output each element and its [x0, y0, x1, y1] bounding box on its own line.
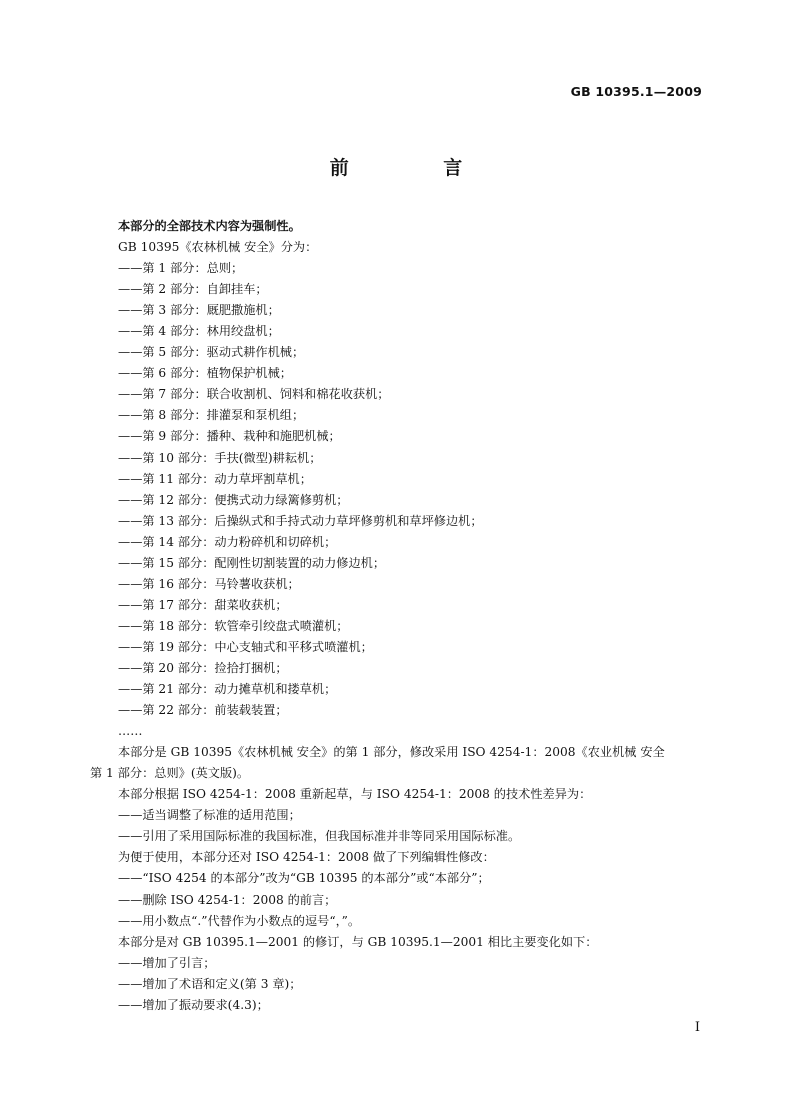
list-item: ——第 15 部分：配刚性切割装置的动力修边机；	[118, 555, 386, 570]
list-item: ——用小数点“.”代替作为小数点的逗号“，”。	[118, 913, 361, 928]
list-item: ——增加了引言；	[118, 955, 216, 970]
paragraph: 为便于使用，本部分还对 ISO 4254-1：2008 做了下列编辑性修改：	[118, 850, 495, 865]
list-item: ——“ISO 4254 的本部分”改为“GB 10395 的本部分”或“本部分”；	[118, 871, 490, 886]
page-title: 前 言	[329, 157, 507, 179]
list-item: ——第 9 部分：播种、栽种和施肥机械；	[118, 429, 341, 444]
list-item: ——第 4 部分：林用绞盘机；	[118, 324, 280, 339]
list-item: ——第 8 部分：排灌泵和泵机组；	[118, 408, 305, 423]
mandatory-statement: 本部分的全部技术内容为强制性。	[118, 219, 301, 233]
list-item: ——第 20 部分：捡拾打捆机；	[118, 660, 288, 675]
paragraph: GB 10395《农林机械 安全》分为：	[118, 240, 318, 255]
list-item: ——引用了采用国际标准的我国标准，但我国标准并非等同采用国际标准。	[118, 829, 521, 844]
list-item: ——第 21 部分：动力摊草机和搂草机；	[118, 682, 337, 697]
list-item: ——第 18 部分：软管牵引绞盘式喷灌机；	[118, 618, 349, 633]
list-item: ——第 6 部分：植物保护机械；	[118, 366, 292, 381]
paragraph: 本部分是对 GB 10395.1—2001 的修订，与 GB 10395.1—2001 相比主要变化如下：	[118, 934, 598, 949]
page-number: I	[694, 1020, 700, 1035]
list-item: ——第 22 部分：前装载装置；	[118, 703, 288, 718]
standard-number-header: GB 10395.1—2009	[570, 84, 702, 99]
list-item: ——第 16 部分：马铃薯收获机；	[118, 576, 300, 591]
list-item: ——第 19 部分：中心支轴式和平移式喷灌机；	[118, 639, 373, 654]
list-item: ——第 3 部分：厩肥撒施机；	[118, 303, 280, 318]
list-item: ——第 5 部分：驱动式耕作机械；	[118, 345, 305, 360]
paragraph: 本部分是 GB 10395《农林机械 安全》的第 1 部分，修改采用 ISO 4254-1：2008《农业机械 安全	[118, 745, 665, 760]
list-item: ——适当调整了标准的适用范围；	[118, 808, 301, 823]
paragraph: 本部分根据 ISO 4254-1：2008 重新起草，与 ISO 4254-1：2008 的技术性差异为：	[118, 787, 592, 802]
ellipsis: ……	[118, 724, 143, 739]
list-item: ——增加了术语和定义(第 3 章)；	[118, 976, 302, 991]
list-item: ——增加了振动要求(4.3)；	[118, 997, 269, 1012]
list-item: ——第 14 部分：动力粉碎机和切碎机；	[118, 534, 337, 549]
list-item: ——第 12 部分：便携式动力绿篱修剪机；	[118, 492, 349, 507]
foreword-body	[90, 216, 702, 1016]
list-item: ——第 2 部分：自卸挂车；	[118, 282, 268, 297]
paragraph-continuation: 第 1 部分：总则》(英文版)。	[90, 766, 250, 781]
list-item: ——第 1 部分：总则；	[118, 261, 244, 276]
list-item: ——第 10 部分：手扶(微型)耕耘机；	[118, 450, 322, 465]
list-item: ——删除 ISO 4254-1：2008 的前言；	[118, 892, 337, 907]
list-item: ——第 13 部分：后操纵式和手持式动力草坪修剪机和草坪修边机；	[118, 513, 483, 528]
list-item: ——第 17 部分：甜菜收获机；	[118, 597, 288, 612]
list-item: ——第 11 部分：动力草坪割草机；	[118, 471, 312, 486]
list-item: ——第 7 部分：联合收割机、饲料和棉花收获机；	[118, 387, 390, 402]
